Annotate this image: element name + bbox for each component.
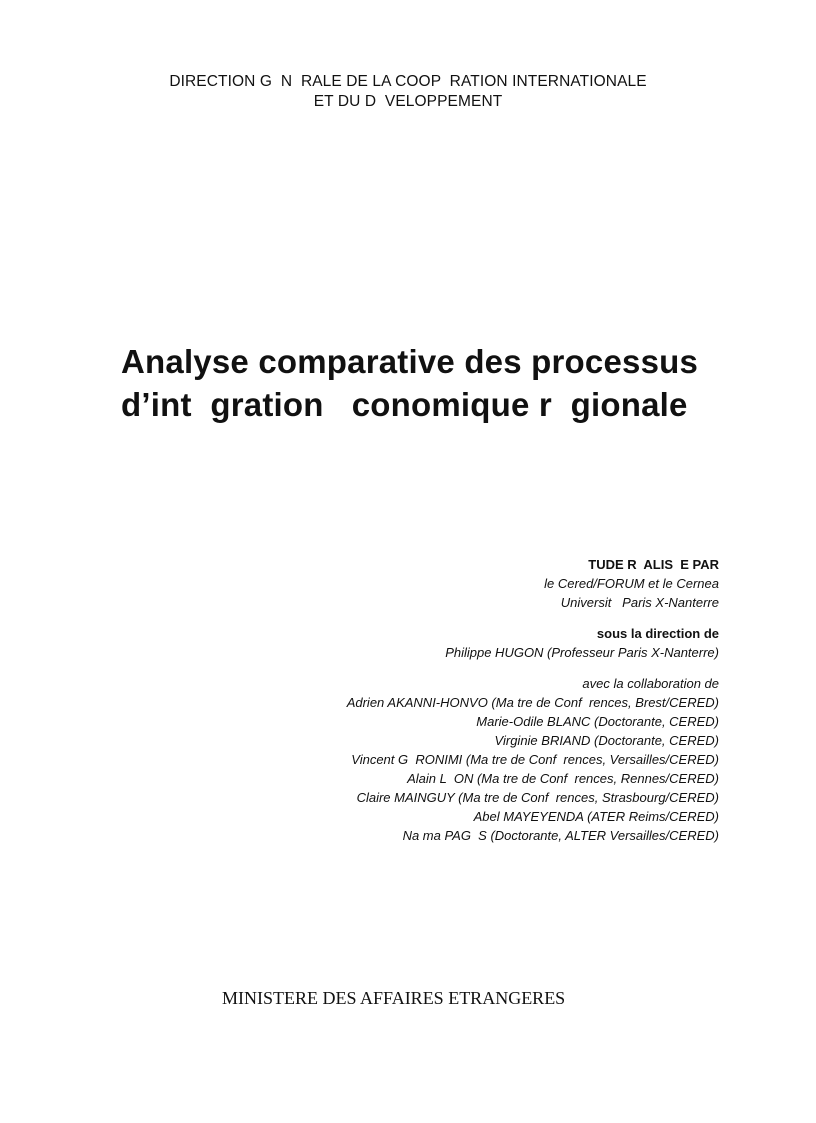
spacer bbox=[199, 662, 719, 674]
collaborator: Claire MAINGUY (Ma tre de Conf rences, Strasbourg/CERED) bbox=[356, 790, 719, 805]
header-line-2: ET DU D VELOPPEMENT bbox=[313, 93, 503, 110]
collaborator: Virginie BRIAND (Doctorante, CERED) bbox=[494, 733, 719, 748]
ministry-footer: MINISTERE DES AFFAIRES ETRANGERES bbox=[222, 988, 566, 1008]
title-line-1: Analyse comparative des processus bbox=[121, 343, 699, 380]
collaborator: Abel MAYEYENDA (ATER Reims/CERED) bbox=[473, 809, 719, 824]
title-line-2: d’int gration conomique r gionale bbox=[121, 386, 688, 423]
header-line-1: DIRECTION G N RALE DE LA COOP RATION INTERNATIONALE bbox=[169, 73, 647, 90]
spacer bbox=[199, 612, 719, 624]
direction-label: sous la direction de bbox=[596, 626, 719, 641]
document-title bbox=[121, 340, 761, 426]
credits-block bbox=[199, 555, 719, 845]
study-org-line-1: le Cered/FORUM et le Cernea bbox=[544, 576, 719, 591]
direction-name: Philippe HUGON (Professeur Paris X-Nanterre) bbox=[445, 645, 719, 660]
collaborator: Vincent G RONIMI (Ma tre de Conf rences, Versailles/CERED) bbox=[351, 752, 719, 767]
collaborator: Marie-Odile BLANC (Doctorante, CERED) bbox=[476, 714, 719, 729]
header-direction bbox=[0, 72, 816, 112]
collaborator: Alain L ON (Ma tre de Conf rences, Rennes/CERED) bbox=[407, 771, 719, 786]
collaborator: Na ma PAG S (Doctorante, ALTER Versailles/CERED) bbox=[402, 828, 719, 843]
collaborator: Adrien AKANNI-HONVO (Ma tre de Conf rences, Brest/CERED) bbox=[346, 695, 719, 710]
study-label: TUDE R ALIS E PAR bbox=[588, 557, 719, 572]
collaboration-label: avec la collaboration de bbox=[582, 676, 719, 691]
study-org-line-2: Universit Paris X-Nanterre bbox=[560, 595, 719, 610]
